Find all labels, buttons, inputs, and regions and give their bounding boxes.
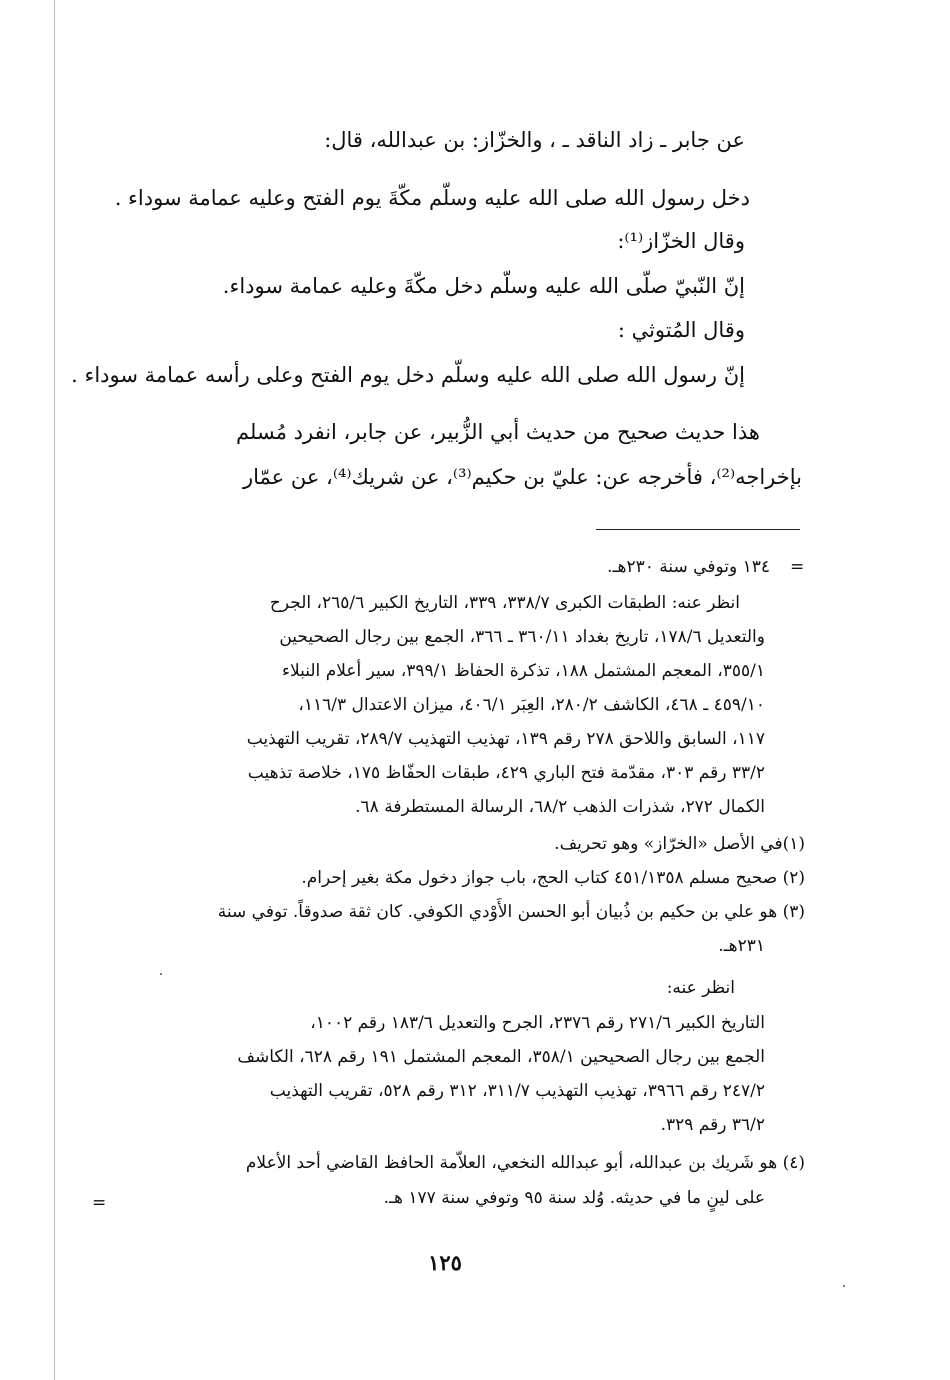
footnote-line: انظر عنه: الطبقات الكبرى ٣٣٨/٧، ٣٣٩، التاريخ الكبير ٢٦٥/٦، الجرح	[269, 593, 740, 613]
footnote-line: الجمع بين رجال الصحيحين ٣٥٨/١، المعجم المشتمل ١٩١ رقم ٦٢٨، الكاشف	[237, 1047, 765, 1067]
footnote-4: (٤) هو شَريك بن عبدالله، أبو عبدالله النخعي، العلاّمة الحافظ القاضي أحد الأعلام	[245, 1153, 805, 1173]
main-line-8: بإخراجه⁽²⁾، فأخرجه عن: عليّ بن حكيم⁽³⁾، عن شريك⁽⁴⁾، عن عمّار	[242, 465, 802, 489]
footnote-line: ١١٧، السابق واللاحق ٢٧٨ رقم ١٣٩، تهذيب التهذيب ٢٨٩/٧، تقريب التهذيب	[246, 729, 765, 749]
footnote-separator	[596, 529, 800, 530]
footnote-2: (٢) صحيح مسلم ٤٥١/١٣٥٨ كتاب الحج، باب جواز دخول مكة بغير إحرام.	[301, 868, 805, 888]
main-line-4: إنّ النّبيّ صلّى الله عليه وسلّم دخل مكّةَ وعليه عمامة سوداء.	[222, 274, 745, 298]
footnote-1: (١)في الأصل «الخرّاز» وهو تحريف.	[554, 834, 805, 854]
footnote-line: ٣٣/٢ رقم ٣٠٣، مقدّمة فتح الباري ٤٢٩، طبقات الحفّاظ ١٧٥، خلاصة تذهيب	[247, 763, 765, 783]
footnote-line: انظر عنه:	[666, 978, 735, 998]
main-line-7: هذا حديث صحيح من حديث أبي الزُّبير، عن جابر، انفرد مُسلم	[236, 420, 760, 444]
footnote-line: ٤٥٩/١٠ ـ ٤٦٨، الكاشف ٢٨٠/٢، العِبَر ٤٠٦/١، ميزان الاعتدال ١١٦/٣،	[298, 695, 765, 715]
page-edge-line	[54, 0, 55, 1380]
footnote-line: ٣٥٥/١، المعجم المشتمل ١٨٨، تذكرة الحفاظ ٣٩٩/١، سير أعلام النبلاء	[281, 661, 765, 681]
main-line-6: إنّ رسول الله صلى الله عليه وسلّم دخل يوم الفتح وعلى رأسه عمامة سوداء .	[71, 363, 745, 387]
footnote-line: ١٣٤ وتوفي سنة ٢٣٠هـ.	[607, 557, 770, 577]
footnote-line: الكمال ٢٧٢، شذرات الذهب ٦٨/٢، الرسالة المستطرفة ٦٨.	[355, 797, 765, 817]
speck	[843, 1285, 845, 1287]
continuation-mark-top: =	[790, 557, 805, 577]
main-line-5: وقال المُتوثي :	[617, 318, 745, 342]
continuation-mark-bottom: =	[92, 1193, 107, 1213]
footnote-line: ٢٣١هـ.	[718, 936, 765, 956]
footnote-line: ٣٦/٢ رقم ٣٢٩.	[660, 1115, 765, 1135]
footnote-3: (٣) هو علي بن حكيم بن ذُبيان أبو الحسن الأَوْدي الكوفي. كان ثقة صدوقاً. توفي سنة	[217, 902, 805, 922]
speck	[160, 973, 162, 975]
footnote-line: التاريخ الكبير ٢٧١/٦ رقم ٢٣٧٦، الجرح والتعديل ١٨٣/٦ رقم ١٠٠٢،	[310, 1013, 765, 1033]
footnote-line: على لينٍ ما في حديثه. وُلد سنة ٩٥ وتوفي سنة ١٧٧ هـ.	[383, 1188, 765, 1208]
footnote-line: ٢٤٧/٢ رقم ٣٩٦٦، تهذيب التهذيب ٣١١/٧، ٣١٢ رقم ٥٢٨، تقريب التهذيب	[269, 1081, 765, 1101]
footnote-line: والتعديل ١٧٨/٦، تاريخ بغداد ٣٦٠/١١ ـ ٣٦٦، الجمع بين رجال الصحيحين	[279, 627, 765, 647]
main-line-1: عن جابر ـ زاد الناقد ـ ، والخزّاز: بن عبدالله، قال:	[324, 128, 745, 152]
page-number: ١٢٥	[428, 1250, 462, 1275]
main-line-3: وقال الخزّاز⁽¹⁾:	[617, 229, 745, 253]
main-line-2: دخل رسول الله صلى الله عليه وسلّم مكّةَ يوم الفتح وعليه عمامة سوداء .	[114, 186, 750, 210]
